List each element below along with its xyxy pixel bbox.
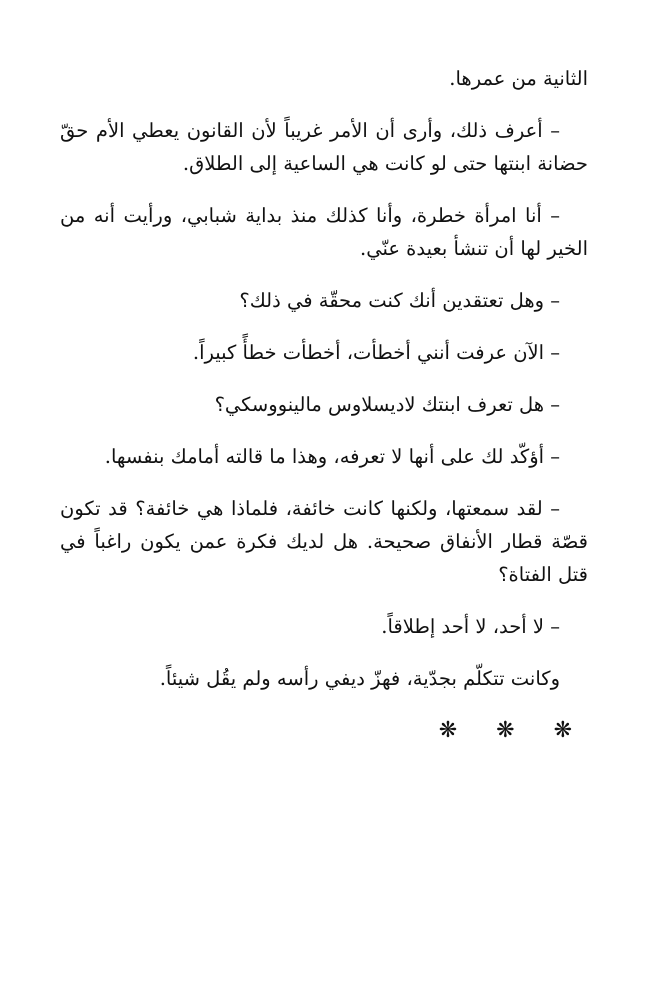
asterism-glyph: ❋ bbox=[553, 718, 578, 743]
section-separator bbox=[60, 714, 588, 747]
dialogue-paragraph: – الآن عرفت أنني أخطأت، أخطأت خطأً كبيراً. bbox=[192, 341, 560, 364]
narration-paragraph: وكانت تتكلّم بجدّية، فهزّ ديفي رأسه ولم يقُل شيئاً. bbox=[159, 667, 560, 690]
dialogue-paragraph: – أؤكّد لك على أنها لا تعرفه، وهذا ما قالته أمامك بنفسها. bbox=[104, 445, 560, 468]
dialogue-paragraph: – لا أحد، لا أحد إطلاقاً. bbox=[381, 615, 560, 638]
dialogue-paragraph: – لقد سمعتها، ولكنها كانت خائفة، فلماذا هي خائفة؟ قد تكون قصّة قطار الأنفاق صحيحة. هل لديك فكرة عمن يكون راغباً في قتل الفتاة؟ bbox=[60, 497, 588, 586]
book-page bbox=[60, 62, 588, 747]
dialogue-paragraph: – أعرف ذلك، وأرى أن الأمر غريباً لأن القانون يعطي الأم حقّ حضانة ابنتها حتى لو كانت هي الساعية إلى الطلاق. bbox=[60, 119, 588, 175]
asterism-glyph: ❋ bbox=[496, 718, 521, 743]
asterism-glyph: ❋ bbox=[438, 718, 464, 743]
dialogue-paragraph: – هل تعرف ابنتك لاديسلاوس مالينووسكي؟ bbox=[214, 393, 560, 416]
paragraph-continuation: الثانية من عمرها. bbox=[449, 67, 588, 90]
dialogue-paragraph: – وهل تعتقدين أنك كنت محقّة في ذلك؟ bbox=[239, 289, 560, 312]
dialogue-paragraph: – أنا امرأة خطرة، وأنا كذلك منذ بداية شبابي، ورأيت أنه من الخير لها أن تنشأ بعيدة عنّي. bbox=[60, 204, 588, 260]
